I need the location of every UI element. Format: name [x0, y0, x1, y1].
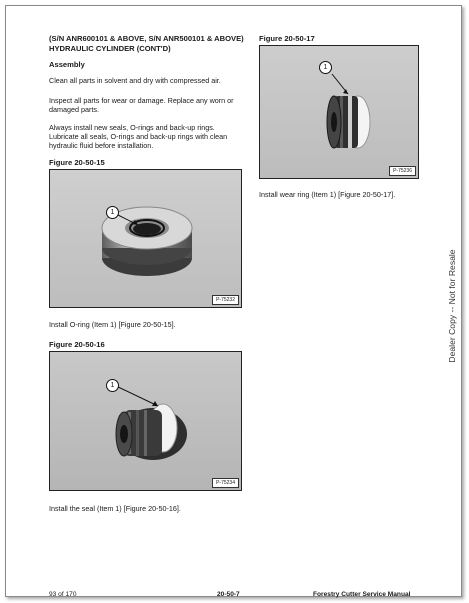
footer-manual-title: Forestry Cutter Service Manual [313, 591, 411, 598]
figure-16-label: Figure 20-50-16 [49, 340, 105, 349]
figure-15-photo [49, 169, 242, 308]
assembly-heading: Assembly [49, 60, 85, 69]
footer-page-count: 93 of 170 [49, 591, 77, 598]
figure-16-caption: Install the seal (Item 1) [Figure 20-50-16]. [49, 504, 181, 513]
dealer-copy-watermark: Dealer Copy -- Not for Resale [447, 249, 457, 363]
paragraph-clean: Clean all parts in solvent and dry with compressed air. [49, 76, 221, 85]
figure-15-caption: Install O-ring (Item 1) [Figure 20-50-15]. [49, 320, 176, 329]
figure-15-callout: 1 [106, 206, 119, 219]
figure-15-photo-number: P-75232 [212, 295, 239, 305]
figure-15-label: Figure 20-50-15 [49, 158, 105, 167]
figure-17-callout: 1 [319, 61, 332, 74]
figure-16-photo [49, 351, 242, 491]
figure-17-caption: Install wear ring (Item 1) [Figure 20-50-17]. [259, 190, 396, 199]
section-title: (S/N ANR600101 & ABOVE, S/N ANR500101 & ABOVE) HYDRAULIC CYLINDER (CONT'D) [49, 34, 244, 53]
figure-17-photo [259, 45, 419, 179]
figure-16-callout: 1 [106, 379, 119, 392]
figure-17-label: Figure 20-50-17 [259, 34, 315, 43]
paragraph-inspect: Inspect all parts for wear or damage. Replace any worn or damaged parts. [49, 96, 234, 115]
footer-page-number: 20-50-7 [217, 591, 240, 598]
paragraph-install-seals: Always install new seals, O-rings and back-up rings. Lubricate all seals, O-rings and back-up rings with clean hydraulic fluid before installation. [49, 123, 228, 151]
figure-16-photo-number: P-75234 [212, 478, 239, 488]
manual-page [5, 5, 462, 597]
figure-17-photo-number: P-75236 [389, 166, 416, 176]
